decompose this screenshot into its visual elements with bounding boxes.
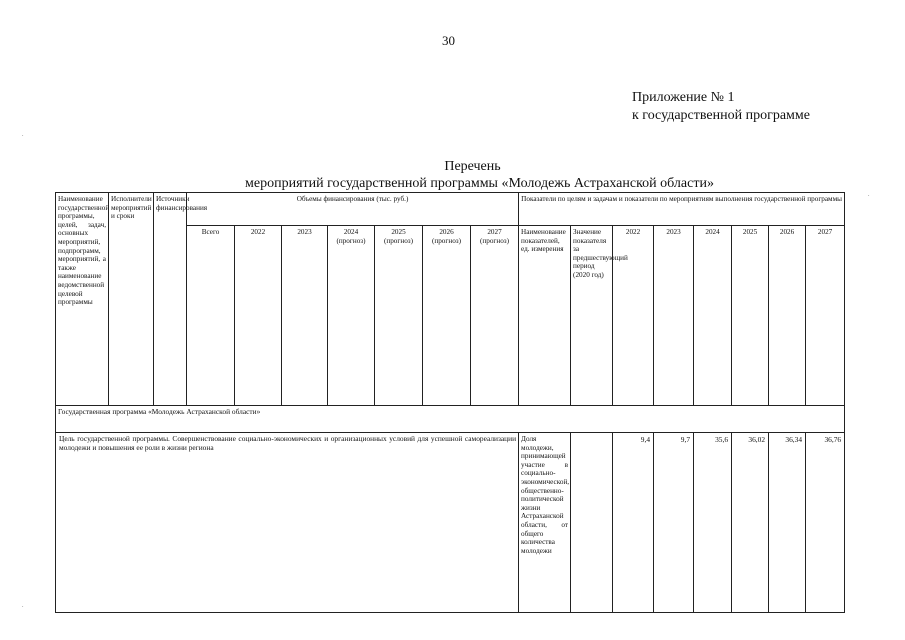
header-fin-2027: 2027 (прогноз) xyxy=(471,226,519,406)
goal-value-2027: 36,76 xyxy=(806,433,845,613)
header-indicator-name: Наименование показателей, ед. измерения xyxy=(519,226,571,406)
goal-value-2025: 36,02 xyxy=(732,433,769,613)
title-line-2: мероприятий государственной программы «Молодежь Астраханской области» xyxy=(245,176,714,191)
header-fin-2025: 2025 (прогноз) xyxy=(375,226,423,406)
header-financing: Объемы финансирования (тыс. руб.) xyxy=(187,193,519,226)
header-ind-2023: 2023 xyxy=(654,226,694,406)
header-ind-2026: 2026 xyxy=(769,226,806,406)
header-fin-2026: 2026 (прогноз) xyxy=(423,226,471,406)
header-ind-2027: 2027 xyxy=(806,226,845,406)
header-fin-2023: 2023 xyxy=(282,226,328,406)
header-executors: Исполнители мероприятий и сроки xyxy=(109,193,154,406)
scan-speck: . xyxy=(22,132,24,138)
goal-value-2026: 36,34 xyxy=(769,433,806,613)
document-title xyxy=(0,158,905,192)
header-sources: Источники финансирования xyxy=(154,193,187,406)
header-name: Наименование государственной программы, целей, задач, основных мероприятий, подпрограмм, мероприятий, а также наименование ведомственной целевой программы xyxy=(56,193,109,406)
measures-table xyxy=(55,192,845,613)
goal-base-value xyxy=(571,433,613,613)
appendix-caption xyxy=(632,89,810,125)
header-ind-2025: 2025 xyxy=(732,226,769,406)
scan-speck: . xyxy=(868,192,870,198)
program-row: Государственная программа «Молодежь Астраханской области» xyxy=(56,406,845,433)
appendix-line-1: Приложение № 1 xyxy=(632,90,735,105)
appendix-line-2: к государственной программе xyxy=(632,108,810,123)
title-line-1: Перечень xyxy=(444,159,501,174)
goal-row-text: Цель государственной программы. Совершенствование социально-экономических и организационных условий для успешной самореализации молодежи и повышения ее роли в жизни региона xyxy=(56,433,519,613)
page-number: 30 xyxy=(442,33,455,48)
header-fin-total: Всего xyxy=(187,226,235,406)
header-ind-2022: 2022 xyxy=(613,226,654,406)
goal-indicator: Доля молодежи, принимающей участие в социально-экономической, общественно-политической жизни Астраханской области, от общего количества молодежи xyxy=(519,433,571,613)
goal-value-2022: 9,4 xyxy=(613,433,654,613)
goal-value-2024: 35,6 xyxy=(694,433,732,613)
header-indicator-base: Значение показателя за предшествующий период (2020 год) xyxy=(571,226,613,406)
header-indicators: Показатели по целям и задачам и показатели по мероприятиям выполнения государственной программы xyxy=(519,193,845,226)
header-fin-2022: 2022 xyxy=(235,226,282,406)
header-ind-2024: 2024 xyxy=(694,226,732,406)
scan-speck: . xyxy=(22,603,24,609)
header-fin-2024: 2024 (прогноз) xyxy=(328,226,375,406)
goal-value-2023: 9,7 xyxy=(654,433,694,613)
